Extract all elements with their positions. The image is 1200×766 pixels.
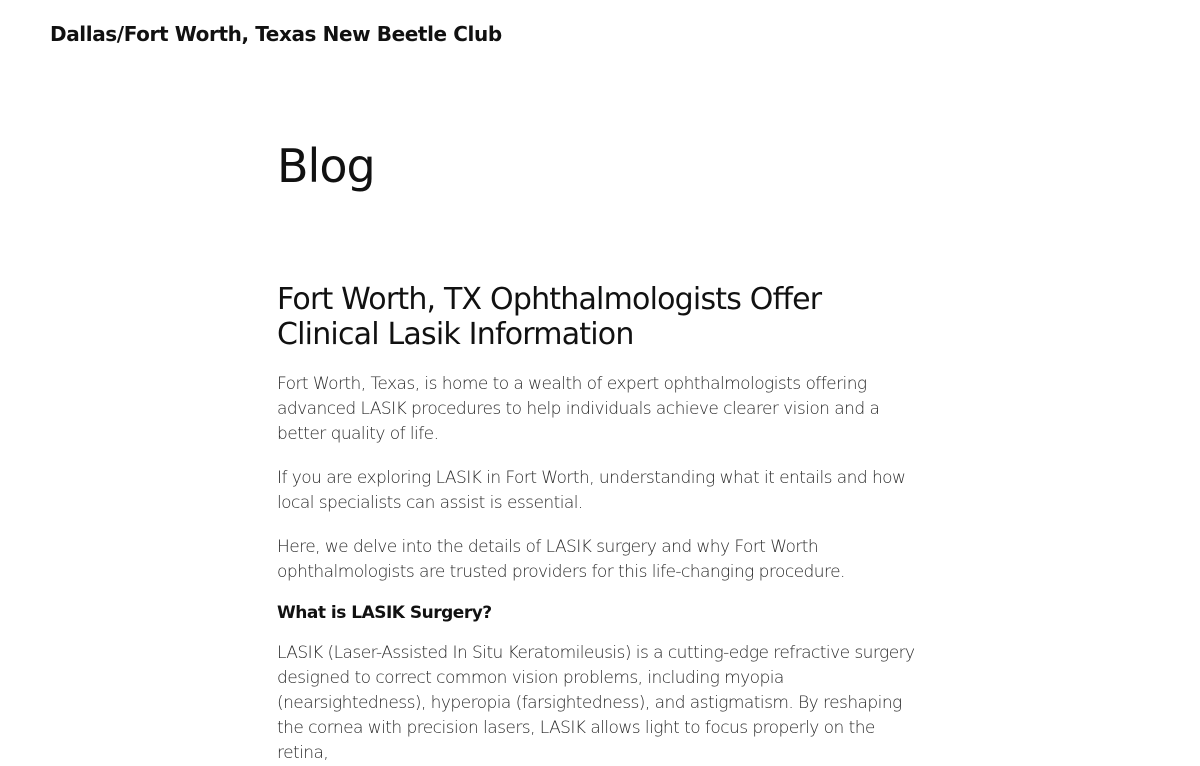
page-title: Blog	[277, 139, 375, 193]
post-paragraph: If you are exploring LASIK in Fort Worth, understanding what it entails and how local specialists can assist is essential.	[277, 468, 906, 513]
post-title-link[interactable]: Fort Worth, TX Ophthalmologists Offer Clinical Lasik Information	[277, 282, 822, 352]
site-title-link[interactable]: Dallas/Fort Worth, Texas New Beetle Club	[50, 22, 502, 46]
post-paragraph: Here, we delve into the details of LASIK surgery and why Fort Worth ophthalmologists are trusted providers for this life-changing procedure.	[277, 537, 845, 582]
post-subheading: What is LASIK Surgery?	[277, 603, 492, 623]
post-paragraph: Fort Worth, Texas, is home to a wealth of expert ophthalmologists offering advanced LASIK procedures to help individuals achieve clearer vision and a better quality of life.	[277, 374, 880, 444]
post-paragraph: LASIK (Laser-Assisted In Situ Keratomileusis) is a cutting-edge refractive surgery designed to correct common vision problems, including myopia (nearsightedness), hyperopia (farsightedness), and astigmatism. By reshaping the cornea with precision lasers, LASIK allows light to focus properly on the retina,	[277, 643, 915, 763]
blog-post	[277, 282, 922, 766]
